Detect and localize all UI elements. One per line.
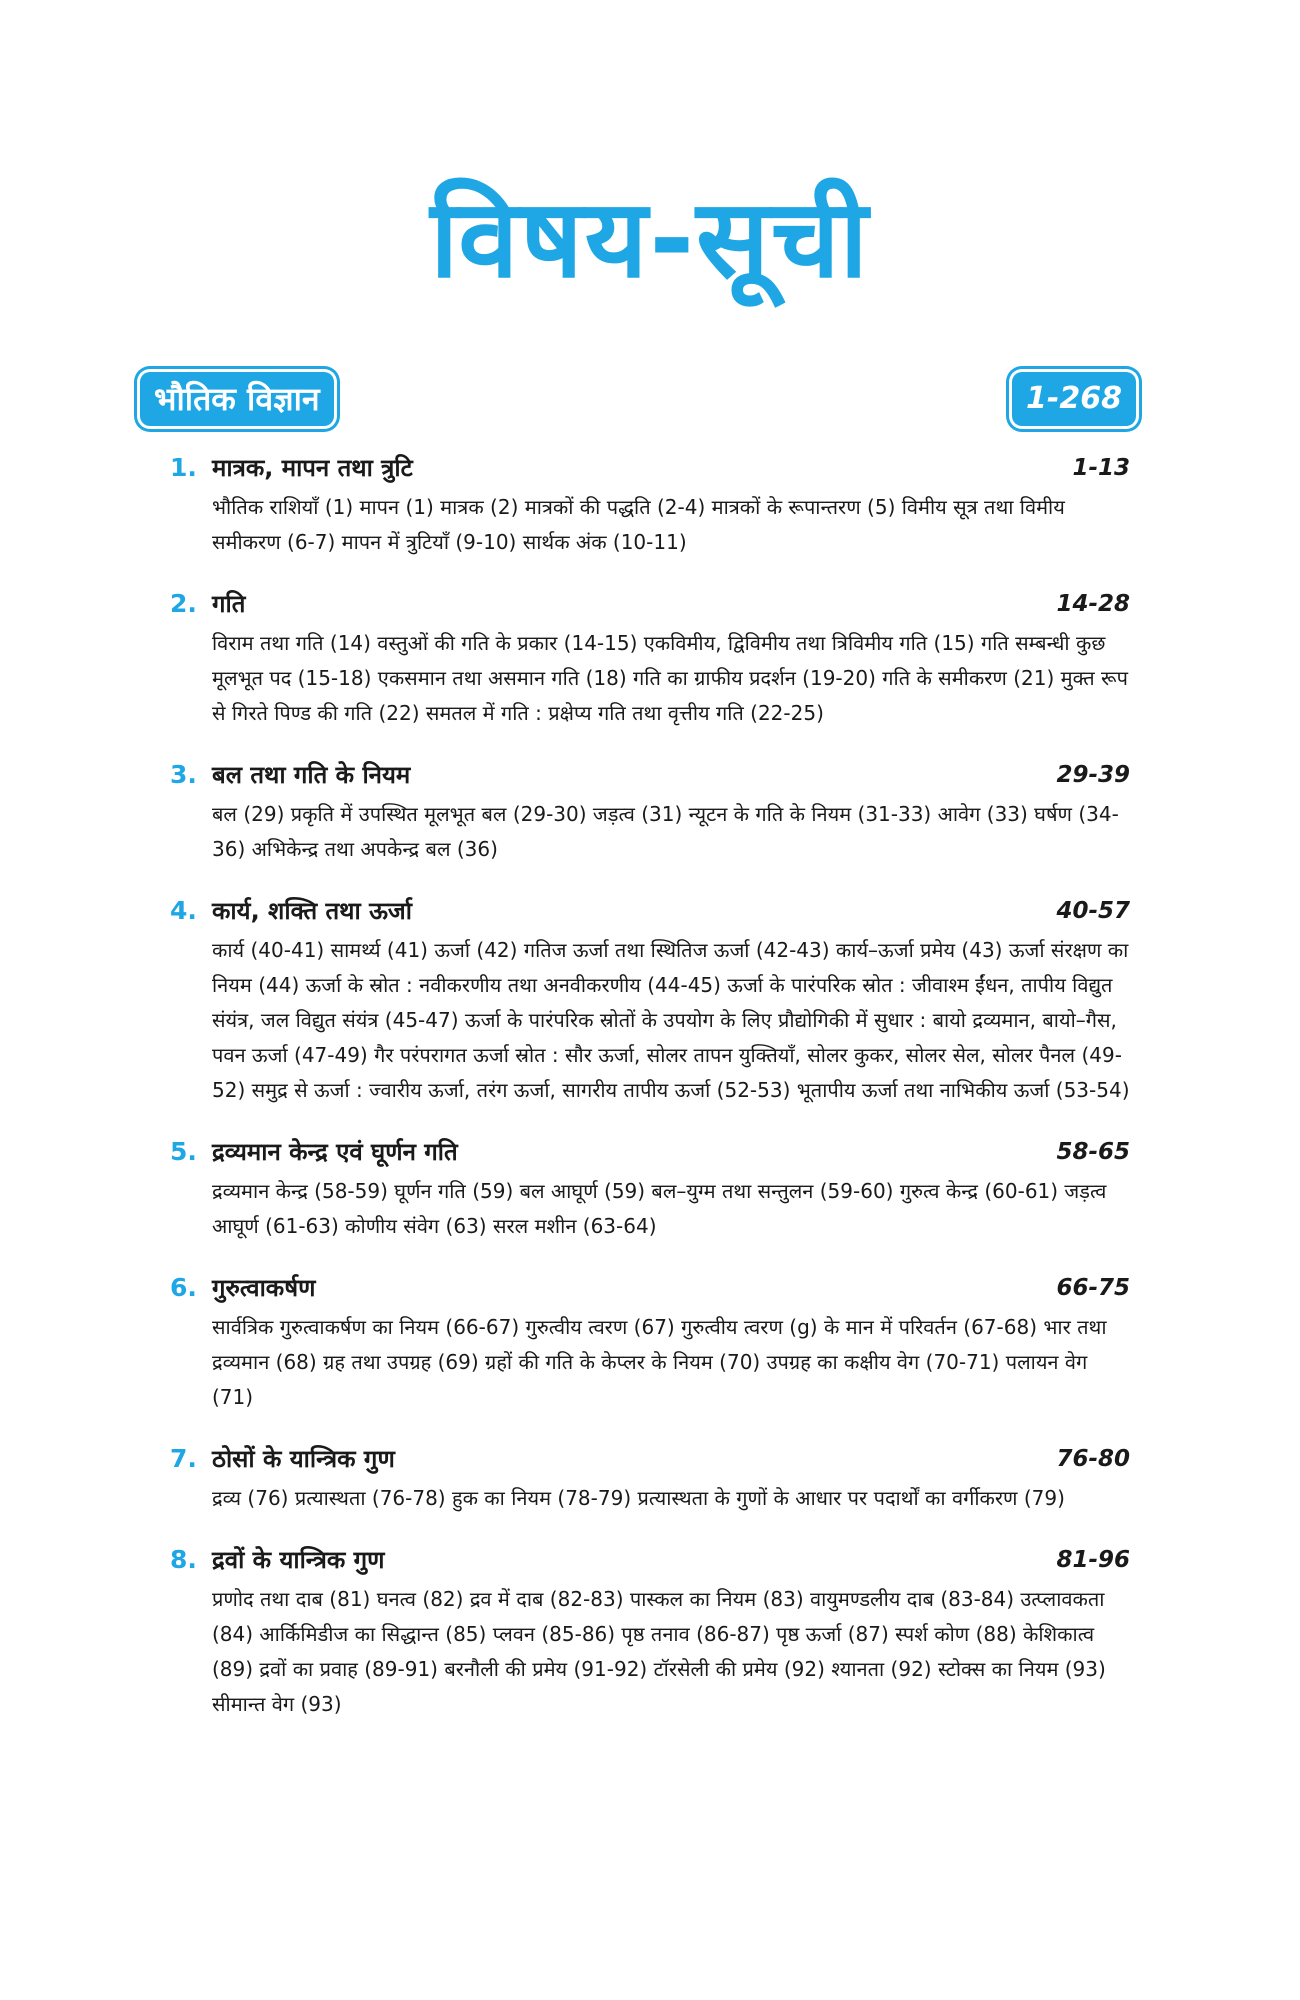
chapter-number: 1.	[170, 453, 197, 482]
chapter-title: ठोसों के यान्त्रिक गुण	[212, 1445, 395, 1473]
chapter-heading	[170, 448, 1130, 488]
chapter-number: 8.	[170, 1545, 197, 1574]
chapter-page-range: 29-39	[1056, 762, 1130, 788]
chapter-title: द्रवों के यान्त्रिक गुण	[212, 1546, 385, 1574]
chapter-topics: द्रव्यमान केन्द्र (58-59) घूर्णन गति (59) बल आघूर्ण (59) बल–युग्म तथा सन्तुलन (59-60) गुरुत्व केन्द्र (60-61) जड़त्व आघूर्ण (61-63) कोणीय संवेग (63) सरल मशीन (63-64)	[212, 1179, 1107, 1238]
section-page-range-badge: 1-268	[1012, 372, 1136, 426]
section-header	[138, 372, 1138, 430]
chapter-heading	[170, 1439, 1130, 1479]
chapter-heading	[170, 584, 1130, 624]
chapter-heading	[170, 755, 1130, 795]
chapter-page-range: 58-65	[1056, 1139, 1130, 1165]
chapter-topics: द्रव्य (76) प्रत्यास्थता (76-78) हुक का नियम (78-79) प्रत्यास्थता के गुणों के आधार पर पदार्थों का वर्गीकरण (79)	[212, 1486, 1065, 1510]
chapter-number: 4.	[170, 896, 197, 925]
chapter-title: बल तथा गति के नियम	[212, 761, 411, 789]
chapter-topics: भौतिक राशियाँ (1) मापन (1) मात्रक (2) मात्रकों की पद्धति (2-4) मात्रकों के रूपान्तरण (5) विमीय सूत्र तथा विमीय समीकरण (6-7) मापन में त्रुटियाँ (9-10) सार्थक अंक (10-11)	[212, 495, 1065, 554]
chapter-topics: विराम तथा गति (14) वस्तुओं की गति के प्रकार (14-15) एकविमीय, द्विविमीय तथा त्रिविमीय गति (15) गति सम्बन्धी कुछ मूलभूत पद (15-18) एकसमान तथा असमान गति (18) गति का ग्राफीय प्रदर्शन (19-20) गति के समीकरण (21) मुक्त रूप से गिरते पिण्ड की गति (22) समतल में गति : प्रक्षेप्य गति तथा वृत्तीय गति (22-25)	[212, 631, 1128, 725]
chapter-heading	[170, 1540, 1130, 1580]
chapter-page-range: 1-13	[1072, 455, 1130, 481]
chapter-title: मात्रक, मापन तथा त्रुटि	[212, 454, 413, 482]
chapter-page-range: 14-28	[1056, 591, 1130, 617]
chapter-number: 2.	[170, 589, 197, 618]
table-of-contents	[170, 448, 1130, 1746]
chapter-page-range: 81-96	[1056, 1547, 1130, 1573]
chapter-entry	[170, 755, 1130, 867]
chapter-number: 3.	[170, 760, 197, 789]
chapter-heading	[170, 1268, 1130, 1308]
chapter-number: 7.	[170, 1444, 197, 1473]
chapter-page-range: 76-80	[1056, 1446, 1130, 1472]
chapter-entry	[170, 891, 1130, 1108]
chapter-number: 5.	[170, 1137, 197, 1166]
chapter-page-range: 40-57	[1056, 898, 1130, 924]
chapter-title: गति	[212, 590, 246, 618]
chapter-heading	[170, 1132, 1130, 1172]
chapter-title: गुरुत्वाकर्षण	[212, 1274, 316, 1302]
chapter-entry	[170, 448, 1130, 560]
chapter-number: 6.	[170, 1273, 197, 1302]
page-title: विषय-सूची	[430, 177, 870, 302]
chapter-entry	[170, 584, 1130, 731]
chapter-topics: कार्य (40-41) सामर्थ्य (41) ऊर्जा (42) गतिज ऊर्जा तथा स्थितिज ऊर्जा (42-43) कार्य–ऊर्जा प्रमेय (43) ऊर्जा संरक्षण का नियम (44) ऊर्जा के स्रोत : नवीकरणीय तथा अनवीकरणीय (44-45) ऊर्जा के पारंपरिक स्रोत : जीवाश्म ईंधन, तापीय विद्युत संयंत्र, जल विद्युत संयंत्र (45-47) ऊर्जा के पारंपरिक स्रोतों के उपयोग के लिए प्रौद्योगिकी में सुधार : बायो द्रव्यमान, बायो–गैस, पवन ऊर्जा (47-49) गैर परंपरागत ऊर्जा स्रोत : सौर ऊर्जा, सोलर तापन युक्तियाँ, सोलर कुकर, सोलर सेल, सोलर पैनल (49-52) समुद्र से ऊर्जा : ज्वारीय ऊर्जा, तरंग ऊर्जा, सागरीय तापीय ऊर्जा (52-53) भूतापीय ऊर्जा तथा नाभिकीय ऊर्जा (53-54)	[212, 938, 1130, 1102]
chapter-entry	[170, 1268, 1130, 1415]
chapter-heading	[170, 891, 1130, 931]
chapter-page-range: 66-75	[1056, 1275, 1130, 1301]
chapter-topics: प्रणोद तथा दाब (81) घनत्व (82) द्रव में दाब (82-83) पास्कल का नियम (83) वायुमण्डलीय दाब (83-84) उत्प्लावकता (84) आर्किमिडीज का सिद्धान्त (85) प्लवन (85-86) पृष्ठ तनाव (86-87) पृष्ठ ऊर्जा (87) स्पर्श कोण (88) केशिकात्व (89) द्रवों का प्रवाह (89-91) बरनौली की प्रमेय (91-92) टॉरसेली की प्रमेय (92) श्यानता (92) स्टोक्स का नियम (93) सीमान्त वेग (93)	[212, 1587, 1106, 1716]
chapter-topics: सार्वत्रिक गुरुत्वाकर्षण का नियम (66-67) गुरुत्वीय त्वरण (67) गुरुत्वीय त्वरण (g) के मान में परिवर्तन (67-68) भार तथा द्रव्यमान (68) ग्रह तथा उपग्रह (69) ग्रहों की गति के केप्लर के नियम (70) उपग्रह का कक्षीय वेग (70-71) पलायन वेग (71)	[212, 1315, 1107, 1409]
chapter-topics: बल (29) प्रकृति में उपस्थित मूलभूत बल (29-30) जड़त्व (31) न्यूटन के गति के नियम (31-33) आवेग (33) घर्षण (34-36) अभिकेन्द्र तथा अपकेन्द्र बल (36)	[212, 802, 1119, 861]
chapter-entry	[170, 1439, 1130, 1516]
chapter-title: कार्य, शक्ति तथा ऊर्जा	[212, 897, 412, 925]
chapter-entry	[170, 1540, 1130, 1722]
chapter-title: द्रव्यमान केन्द्र एवं घूर्णन गति	[212, 1138, 458, 1166]
section-name-badge: भौतिक विज्ञान	[140, 372, 334, 426]
chapter-entry	[170, 1132, 1130, 1244]
